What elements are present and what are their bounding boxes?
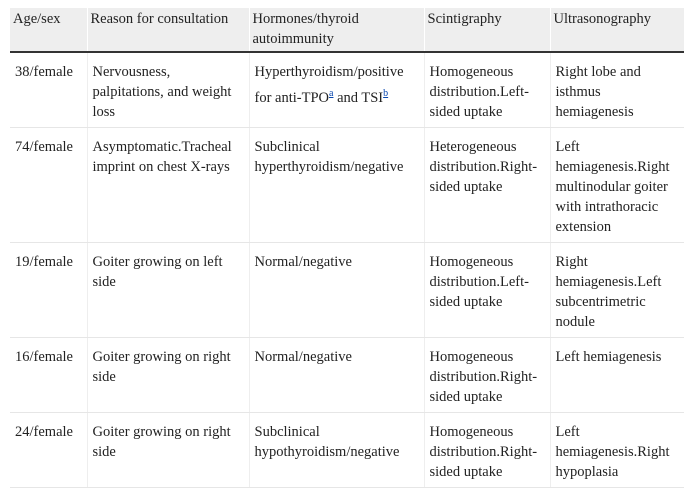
cell-hormones: Subclinical hyperthyroidism/negative <box>249 128 424 243</box>
cell-scintigraphy: Homogeneous distribution.Right-sided uptake <box>424 338 550 413</box>
footnote-link-b[interactable]: b <box>383 88 389 99</box>
footnote-link-a[interactable]: a <box>329 88 334 99</box>
cell-age-sex: 19/female <box>10 243 87 338</box>
cell-age-sex: 38/female <box>10 52 87 128</box>
header-ultrasonography: Ultrasonography <box>550 8 684 52</box>
header-scintigraphy: Scintigraphy <box>424 8 550 52</box>
patients-table <box>10 8 684 488</box>
cell-reason: Goiter growing on right side <box>87 338 249 413</box>
cell-reason: Asymptomatic.Tracheal imprint on chest X-rays <box>87 128 249 243</box>
cell-hormones: Normal/negative <box>249 338 424 413</box>
cell-ultrasonography: Right hemiagenesis.Left subcentrimetric nodule <box>550 243 684 338</box>
cell-ultrasonography: Left hemiagenesis.Right multinodular goiter with intrathoracic extension <box>550 128 684 243</box>
cell-scintigraphy: Homogeneous distribution.Right-sided uptake <box>424 413 550 488</box>
cell-age-sex: 24/female <box>10 413 87 488</box>
table-row <box>10 243 684 338</box>
header-row <box>10 8 684 52</box>
cell-hormones: Subclinical hypothyroidism/negative <box>249 413 424 488</box>
cell-ultrasonography: Right lobe and isthmus hemiagenesis <box>550 52 684 128</box>
cell-age-sex: 74/female <box>10 128 87 243</box>
header-hormones: Hormones/thyroid autoimmunity <box>249 8 424 52</box>
footnote-b <box>383 85 388 99</box>
table-body <box>10 52 684 488</box>
cell-hormones <box>249 52 424 128</box>
cell-ultrasonography: Left hemiagenesis <box>550 338 684 413</box>
cell-scintigraphy: Heterogeneous distribution.Right-sided uptake <box>424 128 550 243</box>
cell-hormones: Normal/negative <box>249 243 424 338</box>
table-row <box>10 413 684 488</box>
cell-age-sex: 16/female <box>10 338 87 413</box>
table-row <box>10 52 684 128</box>
cell-hormones-text: Hyperthyroidism/positive for anti-TPO <box>254 64 404 106</box>
table-row <box>10 338 684 413</box>
header-reason: Reason for consultation <box>87 8 249 52</box>
cell-ultrasonography: Left hemiagenesis.Right hypoplasia <box>550 413 684 488</box>
header-age-sex: Age/sex <box>10 8 87 52</box>
cell-reason: Goiter growing on right side <box>87 413 249 488</box>
cell-scintigraphy: Homogeneous distribution.Left-sided uptake <box>424 52 550 128</box>
cell-reason: Nervousness, palpitations, and weight loss <box>87 52 249 128</box>
cell-scintigraphy: Homogeneous distribution.Left-sided uptake <box>424 243 550 338</box>
cell-reason: Goiter growing on left side <box>87 243 249 338</box>
table-header <box>10 8 684 52</box>
table-row <box>10 128 684 243</box>
cell-hormones-text-2: and TSI <box>333 89 384 106</box>
